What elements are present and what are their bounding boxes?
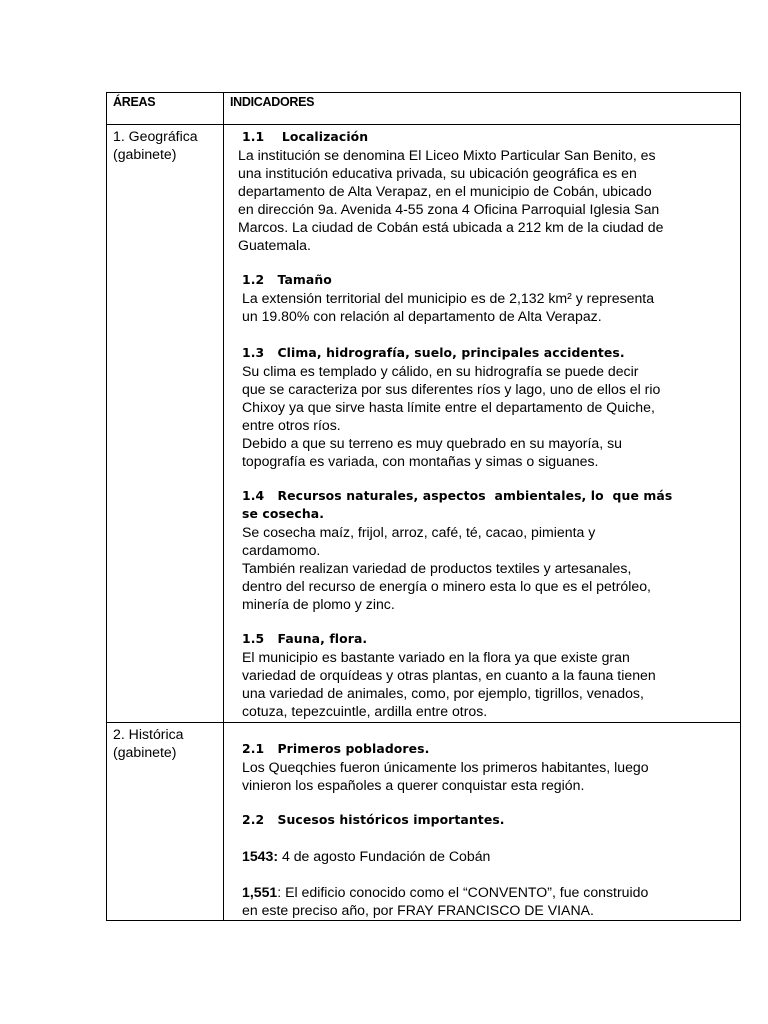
event-text: : El edificio conocido como el “CONVENTO”, fue construido en este preciso año, por FRAY FRANCISCO DE VIANA.: [242, 884, 649, 918]
section-title: 1.4 Recursos naturales, aspectos ambientales, lo que más se cosecha.: [242, 488, 673, 521]
section-recursos: [242, 487, 740, 613]
section-clima: [242, 344, 740, 470]
section-body: El municipio es bastante variado en la flora ya que existe gran variedad de orquídeas y otras plantas, en cuanto a la fauna tienen una variedad de animales, como, por ejemplo, tigrillos, venados, cotuza, tepezcuintle, ardilla entre otros.: [242, 649, 656, 719]
section-tamano: [242, 271, 740, 325]
section-body: Se cosecha maíz, frijol, arroz, café, té, cacao, pimienta y cardamomo. También realizan variedad de productos textiles y artesanales, dentro del recurso de energía o minero esta lo que es el petróleo, minería de plomo y zinc.: [242, 524, 651, 612]
section-title: 2.2 Sucesos históricos importantes.: [242, 812, 505, 827]
section-title: 1.5 Fauna, flora.: [242, 631, 368, 646]
table-header-row: [107, 93, 741, 125]
section-body: La extensión territorial del municipio es de 2,132 km² y representa un 19.80% con relación al departamento de Alta Verapaz.: [242, 290, 655, 324]
areas-indicators-table: [106, 92, 741, 921]
event-text: 4 de agosto Fundación de Cobán: [278, 848, 491, 864]
section-primeros-pobladores: [242, 740, 740, 794]
section-body: La institución se denomina El Liceo Mixto Particular San Benito, es una institución educativa privada, su ubicación geográfica es en departamento de Alta Verapaz, en el municipio de Cobán, ubicado en dirección 9a. Avenida 4-55 zona 4 Oficina Parroquial Iglesia San Marcos. La ciudad de Cobán está ubicada a 212 km de la ciudad de Guatemala.: [238, 147, 664, 253]
event-year: 1543:: [242, 848, 279, 864]
section-title: 1.2 Tamaño: [242, 272, 332, 287]
event-1543: [242, 847, 740, 865]
section-sucesos-historicos: [242, 811, 740, 829]
section-title: 2.1 Primeros pobladores.: [242, 741, 430, 756]
event-year: 1,551: [242, 884, 278, 900]
area-geografica: 1. Geográfica (gabinete): [107, 125, 224, 723]
section-localizacion: [238, 128, 740, 254]
header-indicadores: INDICADORES: [224, 93, 741, 125]
event-1551: [242, 883, 740, 919]
indicators-geografica: [224, 125, 741, 723]
section-title: 1.3 Clima, hidrografía, suelo, principales accidentes.: [242, 345, 625, 360]
section-body: Los Queqchies fueron únicamente los primeros habitantes, luego vinieron los españoles a querer conquistar esta región.: [242, 759, 649, 793]
header-areas: ÁREAS: [107, 93, 224, 125]
section-body: Su clima es templado y cálido, en su hidrografía se puede decir que se caracteriza por sus diferentes ríos y lago, uno de ellos el rio Chixoy ya que sirve hasta límite entre el departamento de Quiche, entre otros ríos. Debido a que su terreno es muy quebrado en su mayoría, su topografía es variada, con montañas y simas o siguanes.: [242, 363, 661, 469]
table-row-historica: [107, 723, 741, 921]
area-historica: 2. Histórica (gabinete): [107, 723, 224, 921]
section-title: 1.1 Localización: [242, 129, 369, 144]
indicators-historica: [224, 723, 741, 921]
section-fauna-flora: [242, 630, 740, 720]
table-row-geografica: [107, 125, 741, 723]
